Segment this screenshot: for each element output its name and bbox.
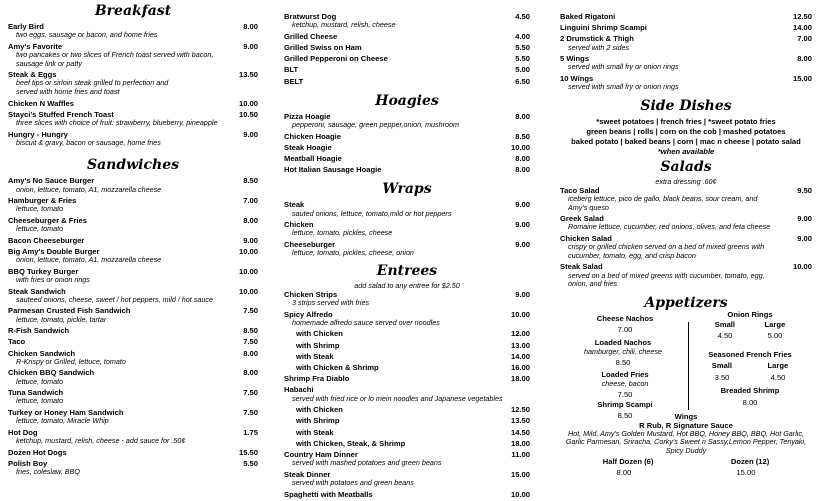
menu-item-name: Steak bbox=[284, 200, 305, 210]
loaded-fries-name: Loaded Fries bbox=[601, 369, 649, 379]
menu-item-description: sauteed onions, cheese, sweet / hot peppers, mild / hot sauce bbox=[16, 294, 213, 304]
menu-item-name: Tuna Sandwich bbox=[8, 388, 64, 398]
menu-item-description: served with small fry or onion rings bbox=[568, 82, 679, 92]
loaded-nachos-name: Loaded Nachos bbox=[594, 337, 652, 347]
menu-item-description: beef tips or sirloin steak grilled to perfection and bbox=[16, 78, 169, 88]
hoagies-heading: Hoagies bbox=[375, 92, 439, 109]
menu-item-price: 14.00 bbox=[510, 351, 530, 361]
menu-item-price: 9.50 bbox=[797, 185, 812, 195]
menu-item-description: lettuce, tomato, pickles, cheese, onion bbox=[292, 248, 414, 258]
menu-item-name: R-Fish Sandwich bbox=[8, 326, 70, 336]
menu-item-description: R-Krispy or Grilled, lettuce, tomato bbox=[16, 356, 126, 366]
menu-item bbox=[284, 363, 530, 372]
side-dishes-line: baked potato | baked beans | corn | mac n cheese | potato salad bbox=[571, 136, 801, 146]
shrimp-scampi-name: Shrimp Scampi bbox=[597, 399, 653, 409]
appetizers-divider bbox=[688, 322, 689, 410]
cheese-nachos-name: Cheese Nachos bbox=[596, 313, 654, 323]
menu-item-description: lettuce, tomato, pickles, cheese bbox=[292, 228, 393, 238]
menu-item-name: Greek Salad bbox=[560, 214, 604, 224]
menu-item-name: Pizza Hoagie bbox=[284, 111, 331, 121]
menu-item-price: 12.50 bbox=[792, 12, 812, 21]
appetizers-heading: Appetizers bbox=[644, 294, 728, 311]
menu-item-description: served with 2 sides bbox=[568, 42, 630, 52]
menu-item-description: Amy's queso bbox=[568, 202, 609, 212]
side-dishes-note: *when available bbox=[657, 146, 715, 156]
menu-item bbox=[284, 405, 530, 414]
menu-item-name: Big Amy's Double Burger bbox=[8, 246, 100, 256]
menu-item-price: 8.00 bbox=[515, 111, 530, 121]
onion-rings-small-label: Small bbox=[714, 319, 736, 329]
menu-item-name: Steak Salad bbox=[560, 262, 603, 272]
menu-item-price: 10.00 bbox=[510, 309, 530, 319]
menu-item-price: 4.50 bbox=[515, 12, 530, 21]
menu-item-price: 5.50 bbox=[515, 43, 530, 52]
menu-item-name: with Shrimp bbox=[296, 416, 340, 426]
wraps-list bbox=[284, 200, 530, 259]
entrees-note: add salad to any entree for $2.50 bbox=[354, 280, 460, 290]
menu-item-price: 10.00 bbox=[510, 142, 530, 152]
menu-item-name: Stayci's Stuffed French Toast bbox=[8, 109, 114, 119]
menu-item-description: served with home fries and toast bbox=[16, 86, 120, 96]
menu-item-price: 10.00 bbox=[510, 489, 530, 499]
loaded-nachos bbox=[568, 338, 678, 367]
menu-item-price: 18.00 bbox=[510, 438, 530, 448]
menu-item bbox=[284, 65, 530, 74]
menu-item-price: 14.50 bbox=[510, 427, 530, 437]
menu-item-price: 18.00 bbox=[510, 374, 530, 384]
wings-dozen-price: 15.00 bbox=[736, 467, 756, 477]
menu-item-price: 9.00 bbox=[797, 214, 812, 224]
menu-item bbox=[284, 54, 530, 63]
menu-item-name: Steak Sandwich bbox=[8, 286, 66, 296]
menu-item bbox=[284, 32, 530, 41]
loaded-fries bbox=[580, 370, 670, 399]
menu-item-price: 9.00 bbox=[515, 200, 530, 210]
menu-item-description: onion, lettuce, tomato, A1, mozzarella cheese bbox=[16, 184, 162, 194]
menu-item-name: Hungry - Hungry bbox=[8, 129, 68, 139]
menu-item-name: Steak Dinner bbox=[284, 469, 331, 479]
menu-item-name: Dozen Hot Dogs bbox=[8, 447, 67, 457]
breakfast-heading: Breakfast bbox=[94, 3, 172, 19]
seasoned-fries-name: Seasoned French Fries bbox=[708, 349, 792, 359]
menu-item-price: 8.00 bbox=[243, 368, 258, 378]
hoagies-list bbox=[284, 112, 530, 177]
menu-item-name: Cheeseburger & Fries bbox=[8, 215, 87, 225]
menu-item-price: 7.50 bbox=[243, 337, 258, 347]
menu-item bbox=[284, 143, 530, 152]
salads-note: extra dressing .60¢ bbox=[655, 176, 717, 186]
menu-item-price: 8.50 bbox=[515, 131, 530, 141]
menu-item-price: 7.50 bbox=[243, 407, 258, 417]
menu-item-name: Chicken Strips bbox=[284, 289, 338, 299]
cheese-nachos bbox=[580, 314, 670, 334]
menu-item bbox=[284, 341, 530, 350]
menu-item-name: Parmesan Crusted Fish Sandwich bbox=[8, 306, 131, 316]
shrimp-scampi-price: 8.50 bbox=[617, 410, 633, 420]
menu-item-name: Amy's No Sauce Burger bbox=[8, 176, 95, 186]
menu-item bbox=[284, 490, 530, 499]
menu-item-name: Amy's Favorite bbox=[8, 41, 63, 51]
menu-item-name: Linguini Shrimp Scampi bbox=[560, 23, 647, 33]
menu-item-price: 10.00 bbox=[238, 246, 258, 256]
menu-item-price: 9.00 bbox=[243, 129, 258, 139]
menu-item-price: 10.50 bbox=[238, 109, 258, 119]
menu-item-price: 9.00 bbox=[515, 220, 530, 230]
menu-item-price: 5.00 bbox=[515, 65, 530, 75]
seasoned-fries-large-label: Large bbox=[767, 360, 789, 370]
menu-item bbox=[284, 77, 530, 86]
menu-item-name: Cheeseburger bbox=[284, 240, 336, 250]
menu-item-name: Chicken BBQ Sandwich bbox=[8, 368, 95, 378]
menu-item-name: Shrimp Fra Diablo bbox=[284, 374, 350, 384]
breaded-shrimp-name: Breaded Shrimp bbox=[720, 385, 780, 395]
menu-item-price: 10.00 bbox=[238, 286, 258, 296]
menu-item-description: sausage link or patty bbox=[16, 58, 82, 68]
menu-item bbox=[560, 12, 812, 21]
menu-item-description: ketchup, mustard, relish, cheese - add sauce for .50¢ bbox=[16, 435, 186, 445]
menu-item-name: Country Ham Dinner bbox=[284, 450, 358, 460]
sandwiches-heading: Sandwiches bbox=[86, 157, 179, 174]
menu-item-price: 8.50 bbox=[243, 326, 258, 336]
menu-item-name: Bacon Cheeseburger bbox=[8, 235, 85, 245]
menu-item-name: with Chicken, Steak, & Shrimp bbox=[296, 438, 406, 448]
menu-item bbox=[284, 416, 530, 425]
menu-item bbox=[284, 132, 530, 141]
sandwiches-continued-list bbox=[284, 12, 530, 88]
menu-item-description: lettuce, tomato bbox=[16, 396, 64, 406]
menu-item-name: with Steak bbox=[296, 351, 334, 361]
menu-item-description: ketchup, mustard, relish, cheese bbox=[292, 20, 396, 30]
menu-column-3 bbox=[560, 12, 812, 486]
menu-item-price: 13.50 bbox=[510, 416, 530, 426]
menu-item-price: 9.00 bbox=[515, 289, 530, 299]
entrees-continued-list bbox=[560, 12, 812, 94]
menu-item-description: served with small fry or onion rings bbox=[568, 62, 679, 72]
menu-item bbox=[284, 154, 530, 163]
menu-item-description: onion, lettuce, tomato, A1, mozzarella cheese bbox=[16, 255, 162, 265]
menu-column-1 bbox=[8, 0, 258, 479]
menu-item-name: Chicken Hoagie bbox=[284, 131, 341, 141]
menu-item-name: Turkey or Honey Ham Sandwich bbox=[8, 407, 124, 417]
menu-item-price: 16.00 bbox=[510, 363, 530, 373]
onion-rings-name: Onion Rings bbox=[727, 309, 773, 319]
menu-item-price: 7.50 bbox=[243, 388, 258, 398]
menu-item bbox=[8, 448, 258, 457]
menu-item-description: pepperoni, sausage, green pepper,onion, mushroom bbox=[292, 120, 460, 130]
menu-item-name: Taco Salad bbox=[560, 185, 600, 195]
cheese-nachos-price: 7.00 bbox=[617, 324, 633, 334]
menu-item-name: with Chicken & Shrimp bbox=[296, 363, 379, 373]
loaded-fries-price: 7.50 bbox=[617, 389, 633, 399]
menu-item-price: 12.00 bbox=[510, 329, 530, 339]
menu-item-description: fries, coleslaw, BBQ bbox=[16, 466, 80, 476]
menu-item-name: Hot Dog bbox=[8, 427, 38, 437]
menu-item-description: sauted onions, lettuce, tomato,mild or hot peppers bbox=[292, 208, 452, 218]
wings-half-dozen-price: 8.00 bbox=[616, 467, 632, 477]
menu-item bbox=[8, 326, 258, 335]
salads-list bbox=[560, 186, 812, 291]
menu-item-description: onion, and fries bbox=[568, 279, 618, 289]
menu-item-price: 9.00 bbox=[243, 41, 258, 51]
menu-item-description: lettuce, tomato, pickle, tartar bbox=[16, 314, 107, 324]
menu-item-name: 10 Wings bbox=[560, 74, 594, 83]
wings-title: Wings bbox=[674, 411, 698, 421]
menu-item bbox=[284, 374, 530, 383]
menu-item-description: three slices with choice of fruit: strawberry, blueberry, pineapple bbox=[16, 117, 218, 127]
menu-item-price: 10.00 bbox=[238, 266, 258, 276]
menu-item bbox=[560, 23, 812, 32]
menu-item-name: with Steak bbox=[296, 427, 334, 437]
menu-item-name: Meatball Hoagie bbox=[284, 154, 342, 164]
menu-item-price: 6.50 bbox=[515, 76, 530, 86]
menu-item-price: 1.75 bbox=[243, 427, 258, 437]
menu-item-description: lettuce, tomato, Miracle Whip bbox=[16, 416, 109, 426]
loaded-fries-desc: cheese, bacon bbox=[601, 378, 649, 388]
seasoned-french-fries bbox=[694, 350, 806, 382]
menu-item-name: BBQ Turkey Burger bbox=[8, 266, 79, 276]
menu-item-name: Early Bird bbox=[8, 22, 44, 31]
menu-item-name: BLT bbox=[284, 65, 299, 75]
menu-item-price: 4.00 bbox=[515, 31, 530, 41]
menu-item-name: with Chicken bbox=[296, 405, 343, 415]
menu-item-price: 15.00 bbox=[792, 74, 812, 83]
onion-rings-small-price: 4.50 bbox=[717, 330, 733, 340]
menu-item-name: with Chicken bbox=[296, 329, 343, 339]
menu-item-name: BELT bbox=[284, 76, 304, 86]
side-dishes-heading: Side Dishes bbox=[640, 97, 732, 114]
menu-item-price: 9.00 bbox=[243, 235, 258, 245]
wraps-heading: Wraps bbox=[382, 181, 432, 198]
menu-item-name: Bratwurst Dog bbox=[284, 12, 337, 21]
menu-item-description: served with mashed potatoes and green beans bbox=[292, 458, 442, 468]
menu-item-description: iceberg lettuce, pico de gallo, black beans, sour cream, and bbox=[568, 194, 758, 203]
menu-item-description: biscuit & gravy, bacon or sausage, home fries bbox=[16, 137, 161, 147]
menu-item-description: lettuce, tomato bbox=[16, 204, 64, 214]
onion-rings-large-label: Large bbox=[764, 319, 786, 329]
menu-item-description: Romaine lettuce, cucumber, red onions, olives, and feta cheese bbox=[568, 222, 771, 232]
menu-item-description: served on a bed of mixed greens with cucumber, tomato, egg, bbox=[568, 270, 765, 280]
menu-item bbox=[284, 439, 530, 448]
breakfast-list bbox=[8, 22, 258, 149]
menu-item bbox=[284, 428, 530, 437]
loaded-nachos-price: 8.50 bbox=[615, 357, 631, 367]
menu-item-price: 13.00 bbox=[510, 340, 530, 350]
entrees-list bbox=[284, 290, 530, 501]
menu-item bbox=[8, 236, 258, 245]
menu-item-price: 10.00 bbox=[792, 262, 812, 272]
menu-item-description: lettuce, tomato bbox=[16, 376, 64, 386]
menu-item-price: 15.50 bbox=[238, 447, 258, 457]
menu-item-name: Chicken Sandwich bbox=[8, 348, 76, 358]
menu-item-price: 9.00 bbox=[515, 240, 530, 250]
menu-item-name: Steak & Eggs bbox=[8, 70, 57, 80]
seasoned-fries-small-label: Small bbox=[711, 360, 733, 370]
menu-item-price: 8.50 bbox=[243, 176, 258, 186]
menu-item-price: 7.00 bbox=[797, 34, 812, 44]
menu-item-name: Polish Boy bbox=[8, 458, 48, 468]
appetizers-section bbox=[560, 309, 812, 486]
menu-item-price: 8.00 bbox=[515, 165, 530, 175]
menu-item-name: Hot Italian Sausage Hoagie bbox=[284, 165, 382, 175]
seasoned-fries-large-price: 4.50 bbox=[770, 372, 786, 382]
wings-half-dozen-label: Half Dozen (6) bbox=[602, 456, 654, 466]
menu-item-price: 5.50 bbox=[243, 458, 258, 468]
menu-item bbox=[8, 99, 258, 108]
salads-heading: Salads bbox=[660, 158, 712, 175]
menu-item-description: served with potatoes and green beans bbox=[292, 478, 414, 488]
menu-item-price: 8.00 bbox=[243, 22, 258, 31]
menu-item bbox=[284, 329, 530, 338]
menu-item-description: with fries or onion rings bbox=[16, 274, 90, 284]
menu-item-name: Hamburger & Fries bbox=[8, 196, 77, 206]
menu-item-name: Spicy Alfredo bbox=[284, 309, 333, 319]
wings-subtitle: R Rub, R Signature Sauce bbox=[639, 420, 733, 430]
menu-item-price: 12.50 bbox=[510, 405, 530, 415]
menu-item-description: crispy or grilled chicken served on a bed of mixed greens with bbox=[568, 242, 765, 252]
menu-item-name: Chicken bbox=[284, 220, 314, 230]
menu-item-name: Grilled Pepperoni on Cheese bbox=[284, 54, 388, 64]
menu-item-price: 8.00 bbox=[243, 215, 258, 225]
wings-sauces: Hot, Mild, Amy's Golden Mustard, Hot BBQ, Honey BBQ, BBQ, Hot Garlic, Garlic Parmesan, Sriracha, Corky's Sweet n Sassy,Lemon Pepper, Teriyaki, Spicy Duddy bbox=[565, 428, 807, 455]
onion-rings bbox=[700, 310, 800, 340]
menu-item-price: 9.00 bbox=[797, 233, 812, 243]
menu-item-description: two eggs, sausage or bacon, and home fries bbox=[16, 30, 158, 40]
menu-item-name: 5 Wings bbox=[560, 54, 590, 64]
menu-item-price: 13.50 bbox=[238, 70, 258, 80]
menu-item-price: 8.00 bbox=[797, 54, 812, 64]
menu-item-price: 10.00 bbox=[238, 98, 258, 108]
wings-dozen-label: Dozen (12) bbox=[730, 456, 770, 466]
menu-item-name: 2 Drumstick & Thigh bbox=[560, 34, 634, 44]
breaded-shrimp-price: 8.00 bbox=[742, 397, 758, 407]
menu-item-price: 15.00 bbox=[510, 469, 530, 479]
menu-item-price bbox=[526, 385, 530, 394]
menu-item-name: Chicken Salad bbox=[560, 233, 612, 243]
onion-rings-large-price: 5.00 bbox=[767, 330, 783, 340]
menu-item-name: with Shrimp bbox=[296, 340, 340, 350]
entrees-heading: Entrees bbox=[376, 262, 438, 279]
loaded-nachos-desc: hamburger, chili, cheese bbox=[584, 346, 662, 356]
menu-item-description: cucumber, tomato, egg, and crisp bacon bbox=[568, 250, 696, 260]
breaded-shrimp bbox=[700, 386, 800, 407]
menu-item-description: 3 strips served with fries bbox=[292, 298, 370, 308]
sandwiches-list bbox=[8, 176, 258, 478]
menu-item-name: Baked Rigatoni bbox=[560, 12, 616, 21]
menu-item-description: two pancakes or two slices of French toast served with bacon, bbox=[16, 50, 214, 59]
menu-item bbox=[8, 337, 258, 346]
menu-item-price: 5.50 bbox=[515, 54, 530, 64]
menu-item-price: 7.00 bbox=[243, 196, 258, 206]
seasoned-fries-small-price: 3.50 bbox=[714, 372, 730, 382]
menu-item-price: 14.00 bbox=[792, 23, 812, 33]
menu-item bbox=[284, 165, 530, 174]
menu-item-description: homemade alfredo sauce served over noodles bbox=[292, 317, 440, 327]
menu-item bbox=[284, 352, 530, 361]
menu-item-name: Grilled Cheese bbox=[284, 31, 338, 41]
menu-item-price: 8.00 bbox=[243, 348, 258, 358]
menu-item-name: Grilled Swiss on Ham bbox=[284, 43, 362, 52]
menu-item-description: served with fried rice or lo mein noodles and Japanese vegetables bbox=[292, 393, 503, 403]
menu-item-name: Spaghetti with Meatballs bbox=[284, 489, 373, 499]
menu-item-price: 8.00 bbox=[515, 154, 530, 164]
menu-item-name: Habachi bbox=[284, 385, 314, 395]
menu-column-2 bbox=[284, 12, 530, 501]
side-dishes-line: *sweet potatoes | french fries | *sweet potato fries bbox=[596, 116, 776, 126]
menu-item-price: 11.00 bbox=[511, 450, 530, 460]
menu-item-name: Chicken N Waffles bbox=[8, 98, 74, 108]
menu-item-price: 7.50 bbox=[243, 306, 258, 316]
menu-item bbox=[284, 43, 530, 52]
menu-item-name: Steak Hoagie bbox=[284, 142, 332, 152]
side-dishes-line: green beans | rolls | corn on the cob | mashed potatoes bbox=[586, 126, 786, 136]
wings-section bbox=[564, 412, 808, 477]
menu-item-description: lettuce, tomato bbox=[16, 224, 64, 234]
menu-item-name: Taco bbox=[8, 337, 26, 347]
